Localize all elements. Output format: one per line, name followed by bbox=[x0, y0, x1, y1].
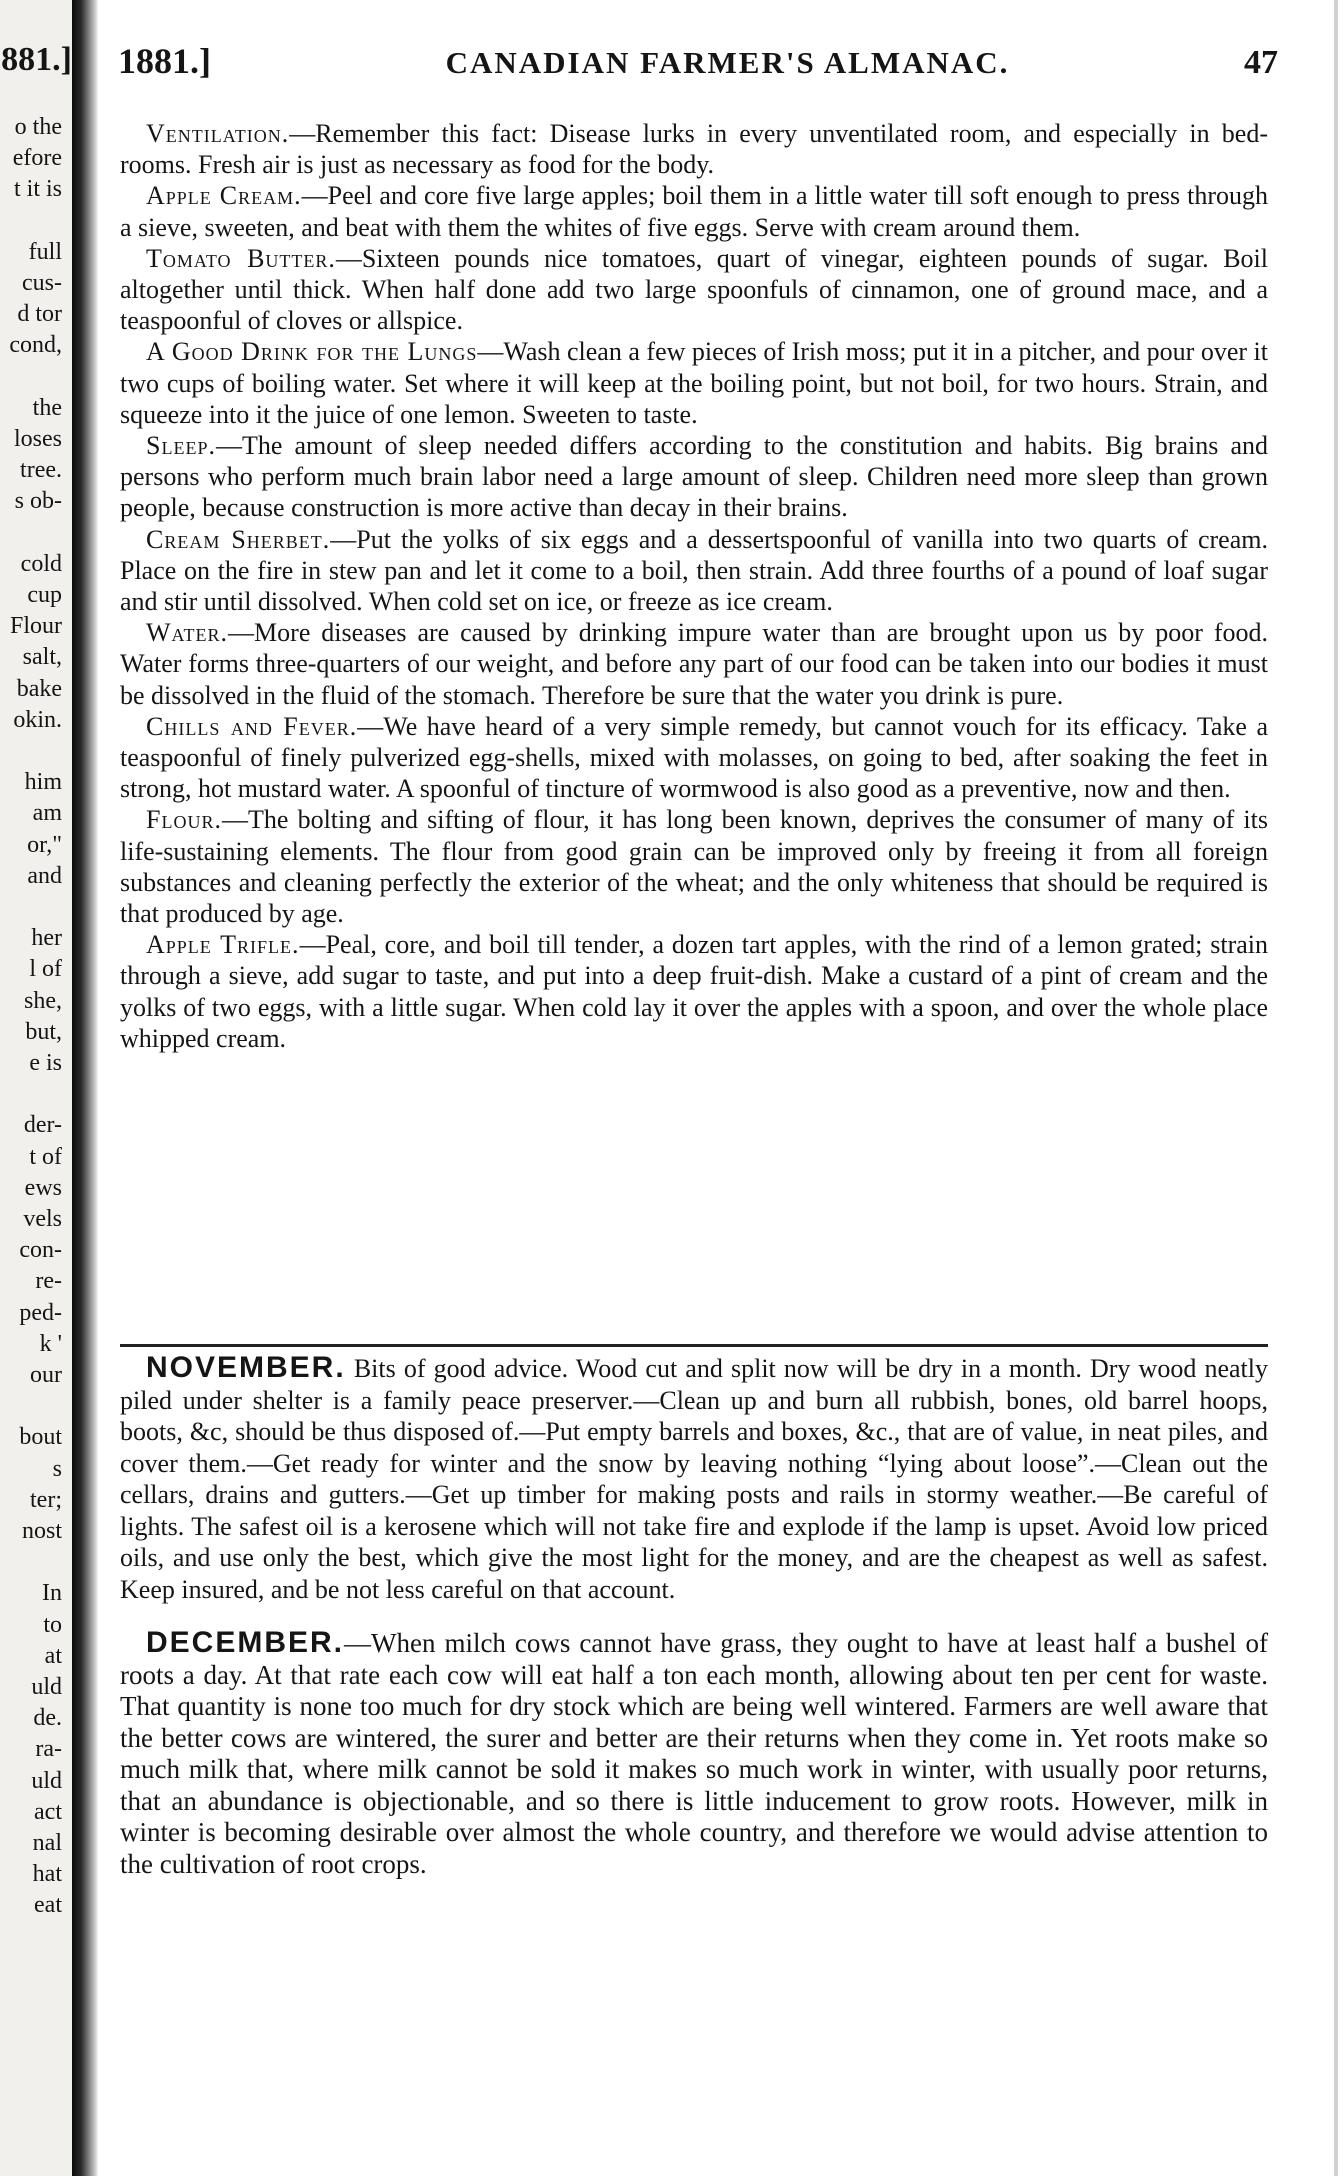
previous-page-line: bout bbox=[19, 1424, 62, 1451]
previous-page-line: him bbox=[24, 769, 62, 796]
entry-paragraph bbox=[120, 243, 1268, 337]
entry-heading: Tomato Butter. bbox=[146, 243, 336, 273]
november-title: NOVEMBER. bbox=[146, 1351, 346, 1384]
previous-page-edge bbox=[0, 0, 72, 2176]
previous-page-line: e is bbox=[29, 1050, 62, 1076]
previous-page-line: am bbox=[32, 800, 62, 827]
entry-heading: Chills and Fever. bbox=[146, 711, 358, 741]
december-paragraph bbox=[120, 1627, 1268, 1880]
previous-page-line: t it is bbox=[13, 176, 62, 203]
entry-text: —Wash clean a few pieces of Irish moss; put it in a pitcher, and pour over it two cups of boiling water. Set where it will keep at the boiling point, but not boil, for two hours. Strain, and squeeze into it the juice of one lemon. Sweeten to taste. bbox=[120, 337, 1268, 429]
entry-paragraph bbox=[120, 430, 1268, 524]
almanac-page bbox=[98, 0, 1338, 2176]
december-text: —When milch cows cannot have grass, they ought to have at least half a bushel of roots a day. At that rate each cow will eat half a ton each month, allowing about ten per cent for waste. That quantity is none too much for dry stock which are being well wintered. Farmers are well aware that the better cows are wintered, the surer and better are their returns when they come in. Yet roots make so much milk that, where milk cannot be sold it makes so much work in winter, with usually poor returns, that an abundance is objectionable, and so there is little inducement to grow roots. However, milk in winter is becoming desirable over almost the whole country, and therefore we would advise attention to the cultivation of root crops. bbox=[120, 1628, 1268, 1879]
header-year: 1881.] bbox=[118, 41, 211, 81]
previous-page-line: In bbox=[42, 1580, 62, 1607]
previous-page-line: her bbox=[31, 925, 62, 952]
previous-page-line: der- bbox=[23, 1112, 62, 1139]
entry-paragraph bbox=[120, 617, 1268, 711]
header-title: CANADIAN FARMER'S ALMANAC. bbox=[445, 45, 1010, 80]
entry-paragraph bbox=[120, 929, 1268, 1054]
november-paragraph bbox=[120, 1352, 1268, 1605]
previous-page-line: loses bbox=[14, 426, 62, 452]
previous-page-line: con- bbox=[19, 1237, 62, 1264]
previous-page-line: cus- bbox=[22, 270, 62, 296]
previous-page-line: ped- bbox=[19, 1299, 62, 1326]
entry-paragraph bbox=[120, 118, 1268, 180]
entry-heading: Ventilation. bbox=[146, 119, 290, 148]
december-title: DECEMBER. bbox=[146, 1626, 345, 1659]
entry-text: —Put the yolks of six eggs and a dessertspoonful of vanilla into two quarts of cream. Place on the fire in stew pan and let it come to a boil, then strain. Add three fourths of a pound of loaf sugar and stir until dissolved. When cold set on ice, or freeze as ice cream. bbox=[120, 524, 1268, 617]
page-number: 47 bbox=[1244, 44, 1278, 81]
previous-page-line: uld bbox=[31, 1767, 62, 1794]
previous-page-line: re- bbox=[35, 1268, 62, 1295]
entry-heading: Apple Trifle. bbox=[146, 930, 300, 960]
previous-page-line: the bbox=[32, 394, 62, 421]
entry-text: —We have heard of a very simple remedy, but cannot vouch for its efficacy. Take a teaspoonful of finely pulverized egg-shells, mixed with molasses, on going to bed, after soaking the feet in strong, hot mustard water. A spoonful of tincture of wormwood is also good as a preventive, now and then. bbox=[120, 711, 1268, 804]
previous-page-line: full bbox=[28, 238, 62, 265]
previous-page-line: cup bbox=[27, 582, 62, 608]
entry-text: —The amount of sleep needed differs according to the constitution and habits. Big brains and persons who perform much brain labor need a large amount of sleep. Children need more sleep than grown people, because construction is more active than decay in their brains. bbox=[120, 431, 1268, 523]
previous-page-line: nal bbox=[32, 1830, 62, 1856]
previous-page-line: efore bbox=[12, 145, 62, 172]
entry-paragraph bbox=[120, 180, 1268, 242]
previous-page-line: our bbox=[30, 1362, 62, 1388]
previous-page-line: eat bbox=[34, 1892, 62, 1919]
entry-text: —The bolting and sifting of flour, it has long been known, deprives the consumer of many of its life-sustaining elements. The flour from good grain can be improved only by freeing it from all foreign substances and cleaning perfectly the exterior of the wheat; and the only whiteness that should be required is that produced by age. bbox=[120, 805, 1268, 929]
previous-page-line: uld bbox=[31, 1674, 62, 1700]
previous-page-header: 881.] bbox=[1, 41, 72, 78]
previous-page-line: nost bbox=[21, 1518, 62, 1544]
previous-page-line: ter; bbox=[30, 1486, 62, 1513]
previous-page-line: bake bbox=[16, 675, 62, 702]
previous-page-line: k ' bbox=[39, 1330, 62, 1357]
previous-page-line: ews bbox=[24, 1174, 62, 1201]
recipes-and-advice bbox=[120, 118, 1268, 1054]
previous-page-line: ra- bbox=[35, 1736, 62, 1763]
previous-page-line: tree. bbox=[20, 457, 62, 484]
previous-page-line: l of bbox=[29, 956, 62, 983]
entry-heading: Sleep. bbox=[146, 431, 216, 461]
entry-text: —Peal, core, and boil till tender, a dozen tart apples, with the rind of a lemon grated; strain through a sieve, add sugar to taste, and put into a deep fruit-dish. Make a custard of a pint of cream and the yolks of two eggs, with a little sugar. When cold lay it over the apples with a spoon, and over the whole place whipped cream. bbox=[120, 930, 1269, 1053]
previous-page-line: o the bbox=[14, 114, 62, 140]
previous-page-line: de. bbox=[33, 1705, 62, 1732]
previous-page-line: t of bbox=[29, 1143, 62, 1170]
entry-text: —More diseases are caused by drinking impure water than are brought upon us by poor food. Water forms three-quarters of our weight, and before any part of our food can be taken into our bodies it must be dissolved in the fluid of the stomach. Therefore be sure that the water you drink is pure. bbox=[120, 618, 1268, 710]
entry-paragraph bbox=[120, 524, 1268, 618]
previous-page-line: but, bbox=[25, 1018, 62, 1045]
entry-paragraph bbox=[120, 336, 1268, 430]
entry-heading: A Good Drink for the Lungs bbox=[146, 337, 478, 367]
previous-page-line: to bbox=[43, 1611, 62, 1638]
entry-paragraph bbox=[120, 804, 1268, 929]
previous-page-line: d tor bbox=[17, 301, 62, 328]
entry-heading: Water. bbox=[146, 618, 229, 648]
previous-page-line: hat bbox=[32, 1861, 62, 1888]
section-divider bbox=[120, 1344, 1268, 1347]
previous-page-line: act bbox=[34, 1798, 62, 1825]
previous-page-line: she, bbox=[24, 987, 62, 1014]
previous-page-line: Flour bbox=[9, 613, 62, 640]
previous-page-line: okin. bbox=[13, 706, 62, 733]
previous-page-line: vels bbox=[23, 1206, 62, 1232]
previous-page-line: at bbox=[44, 1642, 62, 1669]
entry-text: —Peel and core five large apples; boil them in a little water till soft enough to press through a sieve, sweeten, and beat with them the whites of five eggs. Serve with cream around them. bbox=[120, 181, 1269, 242]
previous-page-line: s bbox=[52, 1455, 62, 1482]
book-gutter bbox=[72, 0, 98, 2176]
previous-page-line: cond, bbox=[9, 332, 62, 359]
entry-heading: Cream Sherbet. bbox=[146, 524, 331, 554]
entry-heading: Apple Cream. bbox=[146, 181, 302, 211]
previous-page-line: cold bbox=[20, 550, 62, 577]
page-header bbox=[118, 40, 1278, 86]
previous-page-line: or," bbox=[27, 831, 62, 858]
monthly-advice bbox=[120, 1352, 1268, 1880]
previous-page-line: s ob- bbox=[14, 488, 62, 515]
entry-paragraph bbox=[120, 711, 1268, 805]
previous-page-line: and bbox=[27, 862, 62, 889]
previous-page-line: salt, bbox=[22, 644, 62, 671]
entry-heading: Flour. bbox=[146, 805, 222, 835]
november-text: Bits of good advice. Wood cut and split now will be dry in a month. Dry wood neatly piled under shelter is a family peace preserver.—Clean up and burn all rubbish, bones, old barrel hoops, boots, &c, should be thus disposed of.—Put empty barrels and boxes, &c., that are of value, in neat piles, and cover them.—Get ready for winter and the snow by leaving nothing “lying about loose”.—Clean out the cellars, drains and gutters.—Get up timber for making posts and rails in stormy weather.—Be careful of lights. The safest oil is a kerosene which will not take fire and explode if the lamp is upset. Avoid low priced oils, and use only the best, which give the most light for the money, and are the cheapest as well as safest. Keep insured, and be not less careful on that account. bbox=[120, 1354, 1268, 1604]
entry-text: —Remember this fact: Disease lurks in every unventilated room, and especially in bed-rooms. Fresh air is just as necessary as food for the body. bbox=[120, 119, 1268, 180]
entry-text: —Sixteen pounds nice tomatoes, quart of vinegar, eighteen pounds of sugar. Boil altogether until thick. When half done add two large spoonfuls of cinnamon, one of ground mace, and a teaspoonful of cloves or allspice. bbox=[120, 243, 1269, 336]
